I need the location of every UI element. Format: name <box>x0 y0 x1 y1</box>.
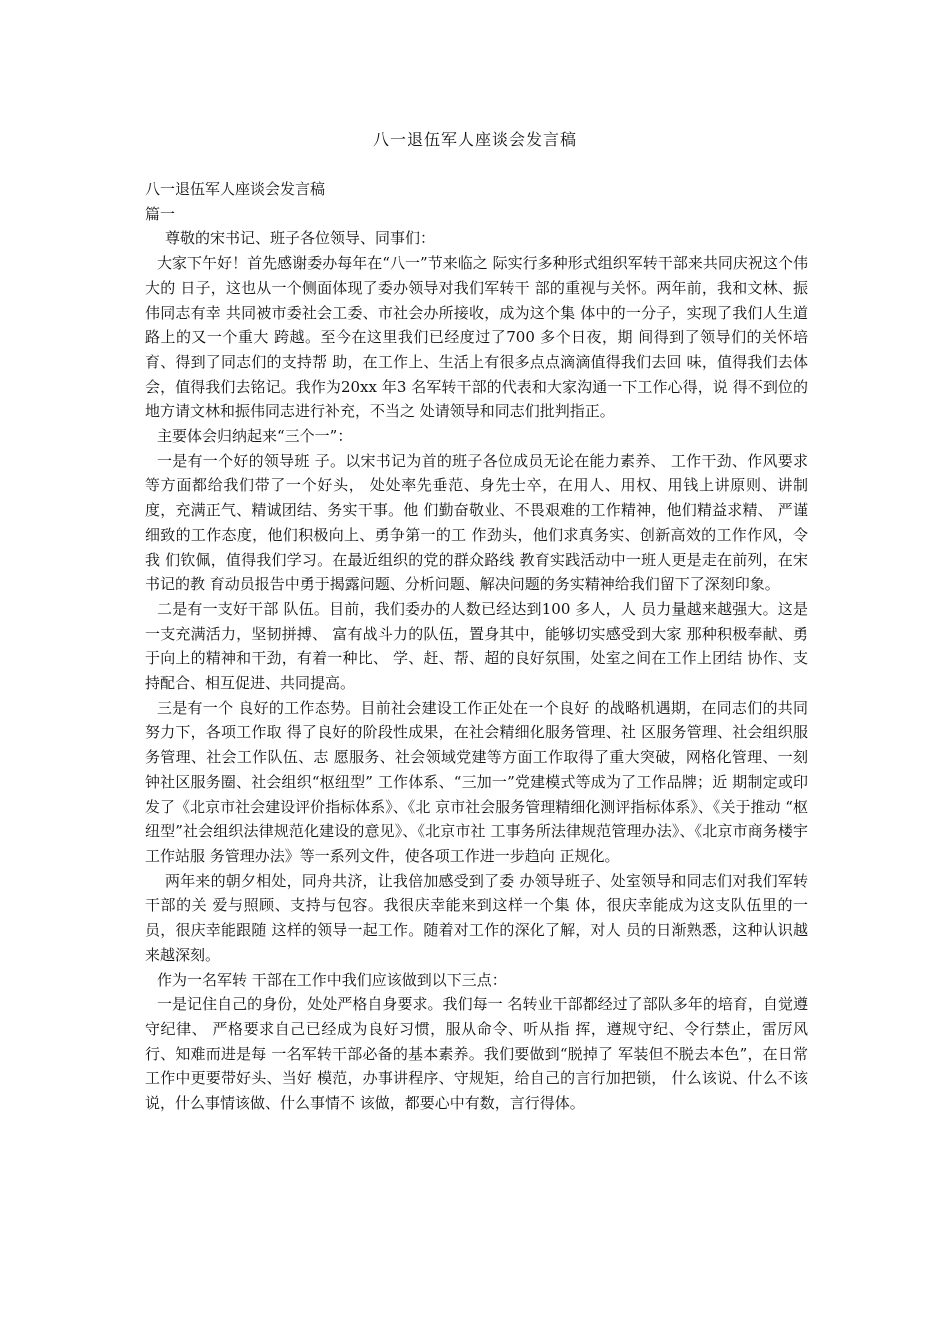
section-label: 篇一 <box>145 204 176 223</box>
document-body <box>145 177 808 1116</box>
paragraph-7: 作为一名军转 干部在工作中我们应该做到以下三点： <box>157 970 507 989</box>
paragraph-5: 三是有一个 良好的工作态势。目前社会建设工作正处在一个良好 的战略机遇期，在同志们的共同努力下，各项工作取 得了良好的阶段性成果，在社会精细化服务管理、社 区服务管理、社会组织服务管理、社会工作队伍、志 愿服务、社会领域党建等方面工作取得了重大突破，网格化管理、一刻钟社区服务圈、社会组织“枢纽型” 工作体系、“三加一”党建模式等成为了工作品牌；近 期制定或印发了《北京市社会建设评价指标体系》、《北 京市社会服务管理精细化测评指标体系》、《关于推动 “枢纽型”社会组织法律规范化建设的意见》、《北京市社 工事务所法律规范管理办法》、《北京市商务楼宇工作站服 务管理办法》等一系列文件，使各项工作进一步趋向 正规化。 <box>145 698 808 865</box>
paragraph-3: 一是有一个好的领导班 子。以宋书记为首的班子各位成员无论在能力素养、 工作干劲、作风要求等方面都给我们带了一个好头， 处处率先垂范、身先士卒，在用人、用权、用钱上讲原则、讲制度，充满正气、精诚团结、务实干事。他 们勤奋敬业、不畏艰难的工作精神，他们精益求精、 严谨细致的工作态度，他们积极向上、勇争第一的工 作劲头，他们求真务实、创新高效的工作作风，令我 们钦佩，值得我们学习。在最近组织的党的群众路线 教育实践活动中一班人更是走在前列，在宋书记的教 育动员报告中勇于揭露问题、分析问题、解决问题的务实精神给我们留下了深刻印象。 <box>145 451 808 594</box>
paragraph-4: 二是有一支好干部 队伍。目前，我们委办的人数已经达到100 多人，人 员力量越来越强大。这是一支充满活力，坚韧拼搏、 富有战斗力的队伍，置身其中，能够切实感受到大家 那种积极奉献、勇于向上的精神和干劲，有着一种比、 学、赶、帮、超的良好氛围，处室之间在工作上团结 协作、支持配合、相互促进、共同提高。 <box>145 599 808 693</box>
paragraph-1: 大家下午好！首先感谢委办每年在“八一”节来临之 际实行多种形式组织军转干部来共同庆祝这个伟大的 日子，这也从一个侧面体现了委办领导对我们军转干 部的重视与关怀。两年前，我和文林、振伟同志有幸 共同被市委社会工委、市社会办所接收，成为这个集 体中的一分子，实现了我们人生道路上的又一个重大 跨越。至今在这里我们已经度过了700 多个日夜，期 间得到了领导们的关怀培育、得到了同志们的支持帮 助，在工作上、生活上有很多点点滴滴值得我们去回 味，值得我们去体会，值得我们去铭记。我作为20xx 年3 名军转干部的代表和大家沟通一下工作心得，说 得不到位的地方请文林和振伟同志进行补充，不当之 处请领导和同志们批判指正。 <box>145 254 808 421</box>
salutation: 尊敬的宋书记、班子各位领导、同事们： <box>165 229 436 248</box>
document-heading: 八一退伍军人座谈会发言稿 <box>145 180 326 198</box>
paragraph-6: 两年来的朝夕相处，同舟共济，让我倍加感受到了委 办领导班子、处室领导和同志们对我们军转干部的关 爱与照顾、支持与包容。我很庆幸能来到这样一个集 体，很庆幸能成为这支队伍里的一员，很庆幸能跟随 这样的领导一起工作。随着对工作的深化了解，对人 员的日渐熟悉，这种认识越来越深刻。 <box>145 871 808 964</box>
paragraph-2: 主要体会归纳起来“三个一”： <box>157 427 353 446</box>
page-title: 八一退伍军人座谈会发言稿 <box>372 130 577 149</box>
paragraph-8: 一是记住自己的身份，处处严格自身要求。我们每一 名转业干部都经过了部队多年的培育，自觉遵守纪律、 严格要求自己已经成为良好习惯，服从命令、听从指 挥，遵规守纪、令行禁止，雷厉风行、知难而进是每 一名军转干部必备的基本素养。我们要做到“脱掉了 军装但不脱去本色”，在日常工作中更要带好头、当好 模范，办事讲程序、守规矩，给自己的言行加把锁， 什么该说、什么不该说，什么事情该做、什么事情不 该做，都要心中有数，言行得体。 <box>145 995 808 1113</box>
